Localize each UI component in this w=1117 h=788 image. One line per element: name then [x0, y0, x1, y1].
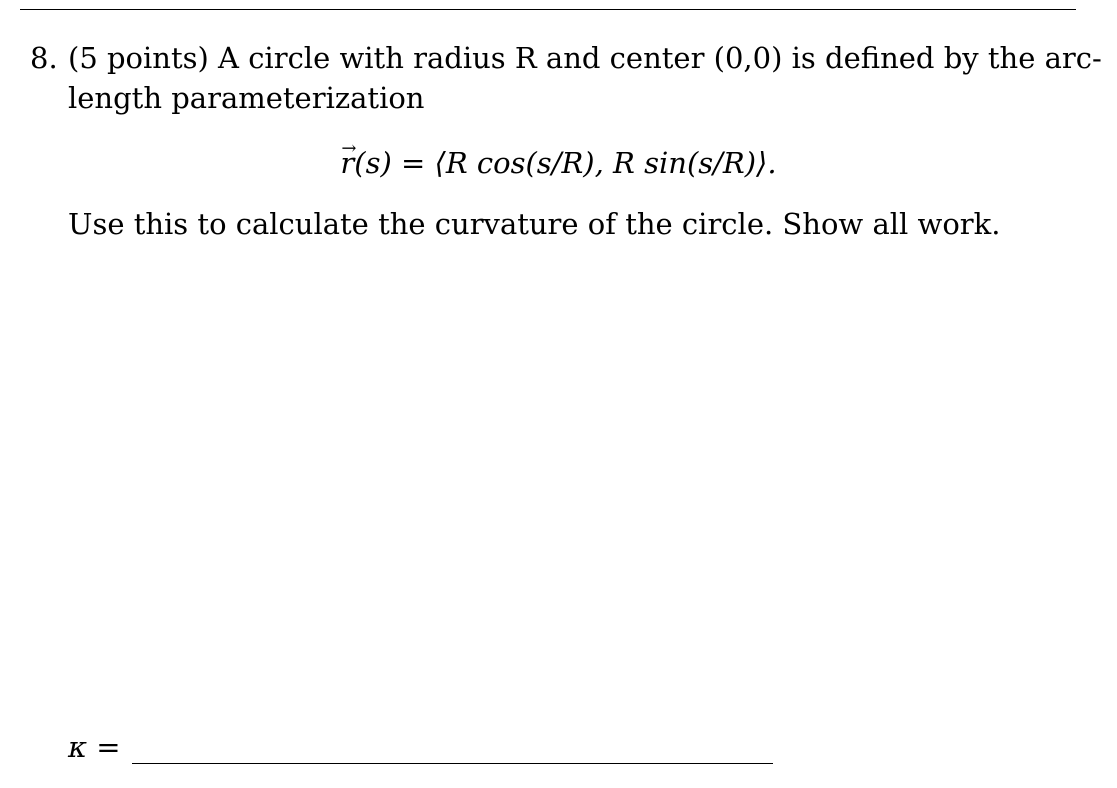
problem-header-continued: length parameterization [68, 81, 425, 115]
equation-rhs: ⟨R cos(s/R), R sin(s/R)⟩. [434, 146, 777, 180]
answer-label [68, 727, 121, 767]
problem-header-text: (5 points) A circle with radius R and center (0,0) is defined by the arc- [68, 41, 1102, 75]
answer-blank-line[interactable] [132, 763, 773, 764]
problem-header [30, 38, 1102, 78]
equation-lhs-arg: (s) [354, 146, 392, 180]
vector-r-symbol: → r [340, 143, 354, 183]
instruction-text: Use this to calculate the curvature of the circle. Show all work. [68, 207, 1001, 241]
equation-equals: = [391, 146, 435, 180]
top-rule [20, 9, 1076, 10]
kappa-label: κ = [68, 730, 121, 764]
parameterization-equation [0, 143, 1117, 183]
problem-number: 8. [30, 41, 58, 75]
